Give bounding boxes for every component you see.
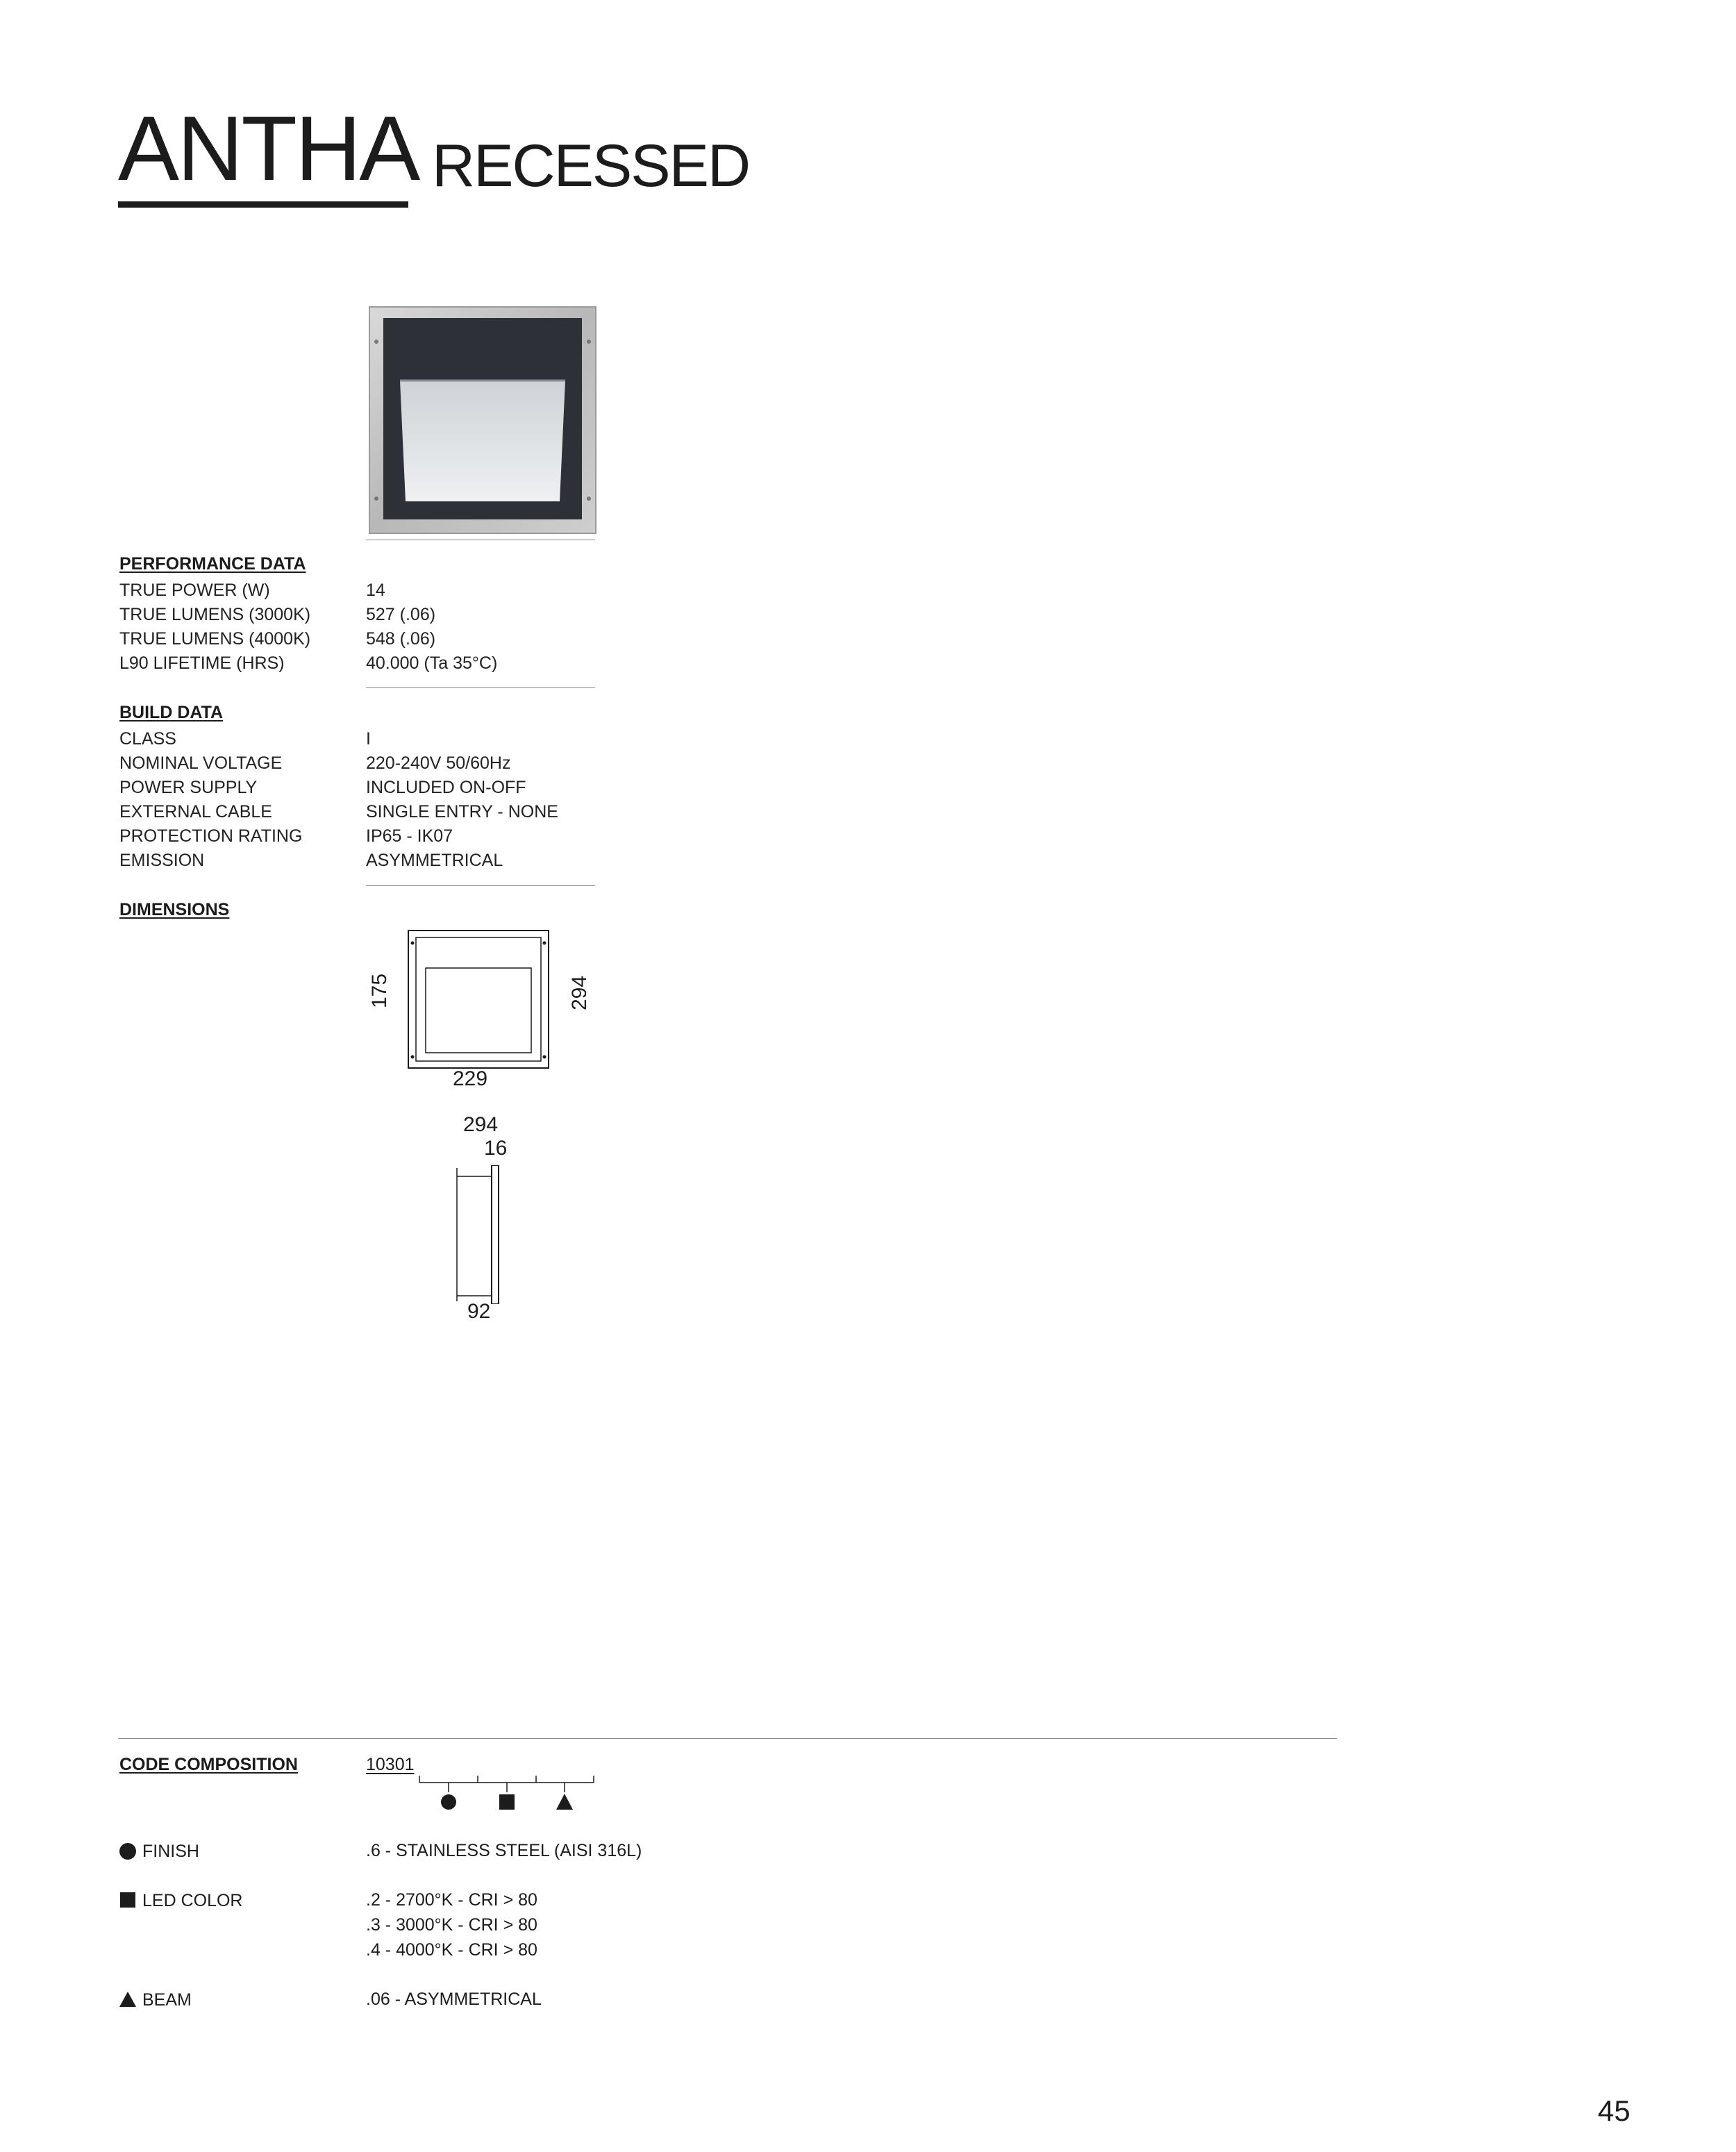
spec-row [119,776,675,799]
divider [118,1738,1337,1739]
spec-row [119,578,675,602]
option-label-led-color: LED COLOR [142,1891,243,1910]
performance-heading: PERFORMANCE DATA [119,554,306,574]
spec-label: PROTECTION RATING [119,826,303,846]
dim-side-depth: 92 [467,1300,491,1323]
dim-inner-width: 229 [453,1067,488,1090]
spec-label: POWER SUPPLY [119,778,258,797]
beam-symbol-icon [119,1992,136,2007]
spec-value: I [366,729,371,749]
option-value: .3 - 3000°K - CRI > 80 [366,1915,537,1935]
spec-label: NOMINAL VOLTAGE [119,753,283,773]
option-label-beam: BEAM [142,1990,192,2010]
option-label-finish: FINISH [142,1842,199,1861]
spec-label: TRUE LUMENS (4000K) [119,629,311,649]
spec-value: ASYMMETRICAL [366,851,503,870]
spec-row [119,651,675,675]
spec-row [119,824,675,848]
dim-side-flange: 16 [484,1137,508,1160]
option-value: .4 - 4000°K - CRI > 80 [366,1940,537,1960]
build-heading: BUILD DATA [119,703,224,722]
front-view-drawing [406,924,566,1083]
spec-label: L90 LIFETIME (HRS) [119,653,285,673]
divider [366,885,595,886]
code-structure-diagram [417,1767,597,1816]
finish-symbol-icon [119,1843,136,1860]
spec-label: TRUE LUMENS (3000K) [119,605,311,624]
spec-label: TRUE POWER (W) [119,581,270,600]
option-value: .2 - 2700°K - CRI > 80 [366,1890,537,1910]
dim-outer-height: 294 [568,975,591,1010]
spec-row [119,603,675,626]
spec-value: SINGLE ENTRY - NONE [366,802,558,821]
product-photo [368,306,597,535]
page-number: 45 [1598,2094,1630,2127]
side-view-drawing [451,1165,507,1304]
spec-value: 14 [366,581,385,600]
divider [366,687,595,688]
spec-value: INCLUDED ON-OFF [366,778,526,797]
dimensions-heading: DIMENSIONS [119,900,230,919]
led-color-symbol-icon [120,1892,135,1908]
code-heading: CODE COMPOSITION [119,1755,298,1774]
spec-label: EXTERNAL CABLE [119,802,272,821]
spec-label: CLASS [119,729,176,749]
option-value: .06 - ASYMMETRICAL [366,1990,542,2009]
title-underline [118,201,408,208]
spec-label: EMISSION [119,851,205,870]
dim-side-width: 294 [463,1113,499,1136]
spec-value: IP65 - IK07 [366,826,453,846]
spec-value: 548 (.06) [366,629,436,649]
option-value: .6 - STAINLESS STEEL (AISI 316L) [366,1841,642,1860]
spec-row [119,627,675,651]
dim-inner-height: 175 [368,973,391,1008]
spec-row [119,800,675,824]
spec-row [119,727,675,751]
product-title: ANTHA [118,97,419,199]
spec-value: 527 (.06) [366,605,436,624]
spec-row [119,751,675,775]
product-subtitle: RECESSED [432,133,750,199]
spec-row [119,849,675,872]
code-base: 10301 [366,1755,415,1774]
spec-value: 220-240V 50/60Hz [366,753,511,773]
spec-value: 40.000 (Ta 35°C) [366,653,498,673]
